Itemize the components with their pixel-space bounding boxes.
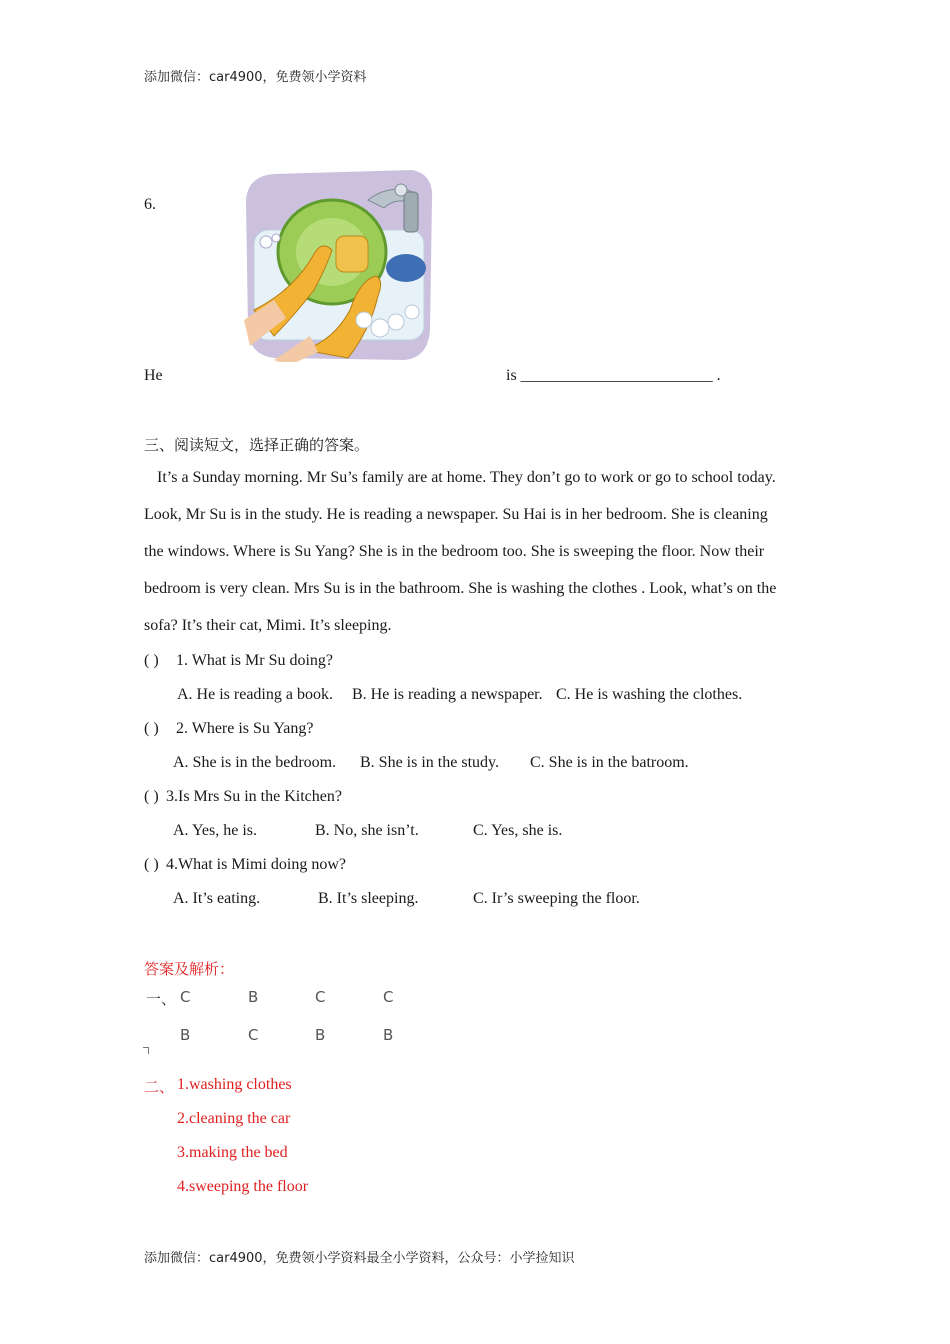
question-text: 3.Is Mrs Su in the Kitchen? <box>166 788 342 805</box>
passage-line: bedroom is very clean. Mrs Su is in the bathroom. She is washing the clothes . Look, what’s on the <box>144 580 777 597</box>
passage-line: It’s a Sunday morning. Mr Su’s family are at home. They don’t go to work or go to school today. <box>157 469 776 486</box>
answer-item: 2.cleaning the car <box>177 1110 291 1127</box>
answer-item: 1.washing clothes <box>177 1076 292 1093</box>
answer-letter: B <box>383 1026 394 1044</box>
passage-line: Look, Mr Su is in the study. He is reading a newspaper. Su Hai is in her bedroom. She is cleaning <box>144 506 768 523</box>
answer-paren: ( ) <box>144 652 159 669</box>
option-c: C. He is washing the clothes. <box>556 686 743 703</box>
answer-letter: C <box>383 988 394 1006</box>
option-b: B. He is reading a newspaper. <box>352 686 543 703</box>
option-b: B. No, she isn’t. <box>315 822 419 839</box>
option-a: A. She is in the bedroom. <box>173 754 337 771</box>
answer-item: 4.sweeping the floor <box>177 1178 309 1195</box>
answer-paren: ( ) <box>144 720 159 737</box>
option-a: A. Yes, he is. <box>173 822 258 839</box>
passage-line: sofa? It’s their cat, Mimi. It’s sleeping. <box>144 617 392 634</box>
dishwashing-illustration <box>244 170 436 362</box>
answer-blank: is ________________________ . <box>506 367 721 384</box>
answers-title: 答案及解析： <box>144 960 235 978</box>
paragraph-mark <box>143 1047 149 1054</box>
option-a: A. It’s eating. <box>173 890 261 907</box>
option-b: B. It’s sleeping. <box>318 890 419 907</box>
page-header: 添加微信：car4900，免费领小学资料 <box>144 70 367 85</box>
answer-paren: ( ) <box>144 856 159 873</box>
section-title: 三、阅读短文，选择正确的答案。 <box>144 436 370 454</box>
question-text: 1. What is Mr Su doing? <box>176 652 334 669</box>
option-b: B. She is in the study. <box>360 754 499 771</box>
answer-letter: B <box>315 1026 326 1044</box>
option-c: C. Ir’s sweeping the floor. <box>473 890 640 907</box>
page-footer: 添加微信：car4900，免费领小学资料最全小学资料，公众号：小学捡知识 <box>144 1251 575 1266</box>
answer-letter: B <box>248 988 259 1006</box>
passage-line: the windows. Where is Su Yang? She is in the bedroom too. She is sweeping the floor. Now their <box>144 543 765 560</box>
reading-passage <box>144 459 806 644</box>
sentence-subject: He <box>144 367 163 384</box>
answer-letter: C <box>248 1026 259 1044</box>
question-number: 6. <box>144 196 156 213</box>
question-text: 4.What is Mimi doing now? <box>166 856 346 873</box>
answer-paren: ( ) <box>144 788 159 805</box>
answer-letter: C <box>315 988 326 1006</box>
answers-part2-label: 二、 <box>144 1078 175 1096</box>
option-a: A. He is reading a book. <box>177 686 333 703</box>
option-c: C. Yes, she is. <box>473 822 563 839</box>
option-c: C. She is in the batroom. <box>530 754 689 771</box>
answers-part1-label: 一、 <box>146 990 177 1008</box>
question-text: 2. Where is Su Yang? <box>176 720 314 737</box>
answer-item: 3.making the bed <box>177 1144 288 1161</box>
answer-letter: C <box>180 988 191 1006</box>
answer-letter: B <box>180 1026 191 1044</box>
